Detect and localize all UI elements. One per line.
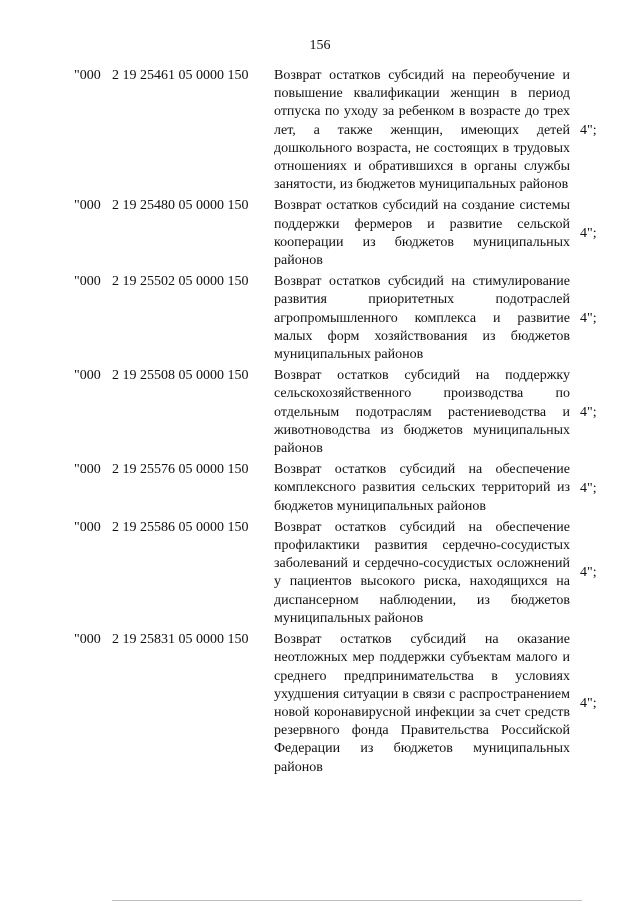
row-suffix: 4"; [580,310,597,326]
admin-code: "000 [74,519,101,535]
row-suffix: 4"; [580,404,597,420]
budget-classification-code: 2 19 25461 05 0000 150 [112,68,249,83]
table-row [0,519,640,628]
budget-classification-code: 2 19 25831 05 0000 150 [112,632,249,648]
table-row [0,367,640,458]
table-row [0,273,640,364]
row-description: Возврат остатков субсидий на стимулирование развития приоритетных подотраслей агропромышленного комплекса и развитие малых форм хозяйствования из бюджетов муниципальных районов [274,274,570,363]
row-description: Возврат остатков субсидий на создание системы поддержки фермеров и развитие сельской кооперации из бюджетов муниципальных районов [274,198,570,269]
admin-code: "000 [74,462,101,478]
admin-code: "000 [74,368,101,384]
row-description: Возврат остатков субсидий на обеспечение комплексного развития сельских территорий из бюджетов муниципальных районов [274,462,570,514]
budget-classification-code: 2 19 25576 05 0000 150 [112,462,249,478]
admin-code: "000 [74,198,101,214]
budget-classification-code: 2 19 25586 05 0000 150 [112,519,249,535]
budget-classification-code: 2 19 25480 05 0000 150 [112,198,249,214]
row-suffix: 4"; [580,565,597,581]
page-number: 156 [309,38,331,53]
row-description: Возврат остатков субсидий на оказание неотложных мер поддержки субъектам малого и среднего предпринимательства в условиях ухудшения ситуации в связи с распространением новой коронавирусной инфекции за счет средств резервного фонда Правительства Российской Федерации из бюджетов муниципальных районов [274,632,570,775]
row-suffix: 4"; [580,122,597,138]
row-description: Возврат остатков субсидий на обеспечение профилактики развития сердечно-сосудистых заболеваний и сердечно-сосудистых осложнений у пациентов высокого риска, находящихся на диспансерном наблюдении, из бюджетов муниципальных районов [274,519,570,626]
row-suffix: 4"; [580,480,597,496]
budget-code-list [0,67,640,780]
budget-classification-code: 2 19 25508 05 0000 150 [112,368,249,384]
table-row [0,461,640,516]
admin-code: "000 [74,68,101,83]
table-row [0,67,640,194]
table-row [0,197,640,270]
admin-code: "000 [74,274,101,290]
row-suffix: 4"; [580,225,597,241]
budget-classification-code: 2 19 25502 05 0000 150 [112,274,249,290]
row-description: Возврат остатков субсидий на переобучение и повышение квалификации женщин в период отпуска по уходу за ребенком в возрасте до трех лет, а также женщин, имеющих детей дошкольного возраста, не состоящих в трудовых отношениях и обратившихся в органы службы занятости, из бюджетов муниципальных районов [274,68,570,193]
scan-bottom-edge [112,900,582,901]
row-suffix: 4"; [580,695,597,711]
row-description: Возврат остатков субсидий на поддержку сельскохозяйственного производства по отдельным подотраслям растениеводства и животноводства из бюджетов муниципальных районов [274,368,570,457]
table-row [0,631,640,777]
admin-code: "000 [74,632,101,648]
